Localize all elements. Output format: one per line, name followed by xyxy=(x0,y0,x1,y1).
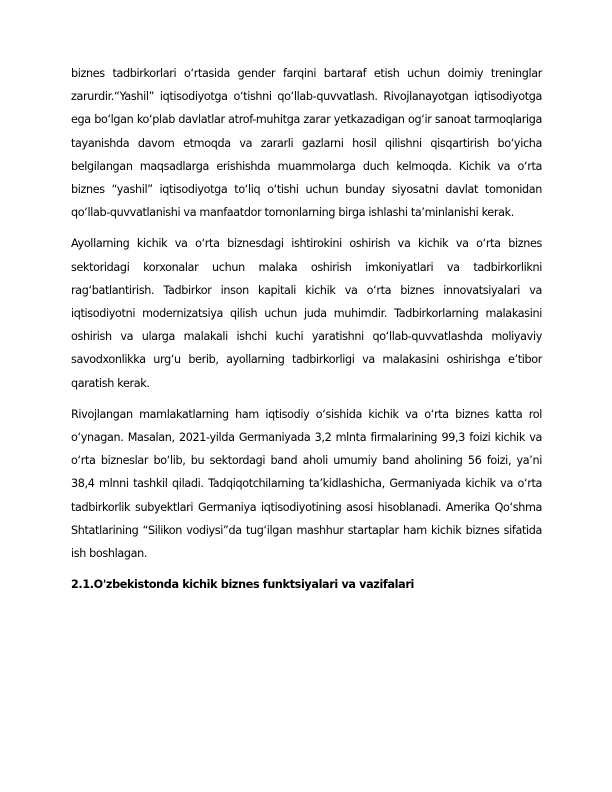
paragraph-3: Rivojlangan mamlakatlarning ham iqtisodiy o‘sishida kichik va o‘rta biznes katta rol o‘ynagan. Masalan, 2021-yilda Germaniyada 3,2 mlnta firmalarining 99,3 foizi kichik va o‘rta bizneslar bo‘lib, bu sektordagi band aholi umumiy band aholining 56 foizi, ya’ni 38,4 mlnni tashkil qiladi. Tadqiqotchilarning ta’kidlashicha, Germaniyada kichik va o‘rta tadbirkorlik subyektlari Germaniya iqtisodiyotining asosi hisoblanadi. Amerika Qo‘shma Shtatlarining “Silikon vodiysi”da tug‘ilgan mashhur startaplar ham kichik biznes sifatida ish boshlagan. xyxy=(71,407,542,561)
paragraph-2: Ayollarning kichik va o‘rta biznesdagi ishtirokini oshirish va kichik va o‘rta biznes sektoridagi korxonalar uchun malaka oshirish imkoniyatlari va tadbirkorlikni rag‘batlantirish. Tadbirkor inson kapitali kichik va o‘rta biznes innovatsiyalari va iqtisodiyotni modernizatsiya qilish uchun juda muhimdir. Tadbirkorlarning malakasini oshirish va ularga malakali ishchi kuchi yaratishni qo‘llab-quvvatlashda moliyaviy savodxonlikka urg‘u berib, ayollarning tadbirkorligi va malakasini oshirishga e’tibor qaratish kerak. xyxy=(71,237,542,390)
paragraph-1: biznes tadbirkorlari o‘rtasida gender farqini bartaraf etish uchun doimiy treninglar zarurdir.“Yashil” iqtisodiyotga o‘tishni qo‘llab-quvvatlash. Rivojlanayotgan iqtisodiyotga ega bo‘lgan ko‘plab davlatlar atrof-muhitga zarar yetkazadigan og‘ir sanoat tarmoqlariga tayanishda davom etmoqda va zararli gazlarni hosil qilishni qisqartirish bo‘yicha belgilangan maqsadlarga erishishda muammolarga duch kelmoqda. Kichik va o‘rta biznes “yashil” iqtisodiyotga to‘liq o‘tishi uchun bunday siyosatni davlat tomonidan qo‘llab-quvvatlanishi va manfaatdor tomonlarning birga ishlashi ta’minlanishi kerak. xyxy=(71,67,542,220)
document-page xyxy=(71,62,542,596)
section-heading: 2.1.O'zbekistonda kichik biznes funktsiyalari va vazifalari xyxy=(71,578,414,592)
